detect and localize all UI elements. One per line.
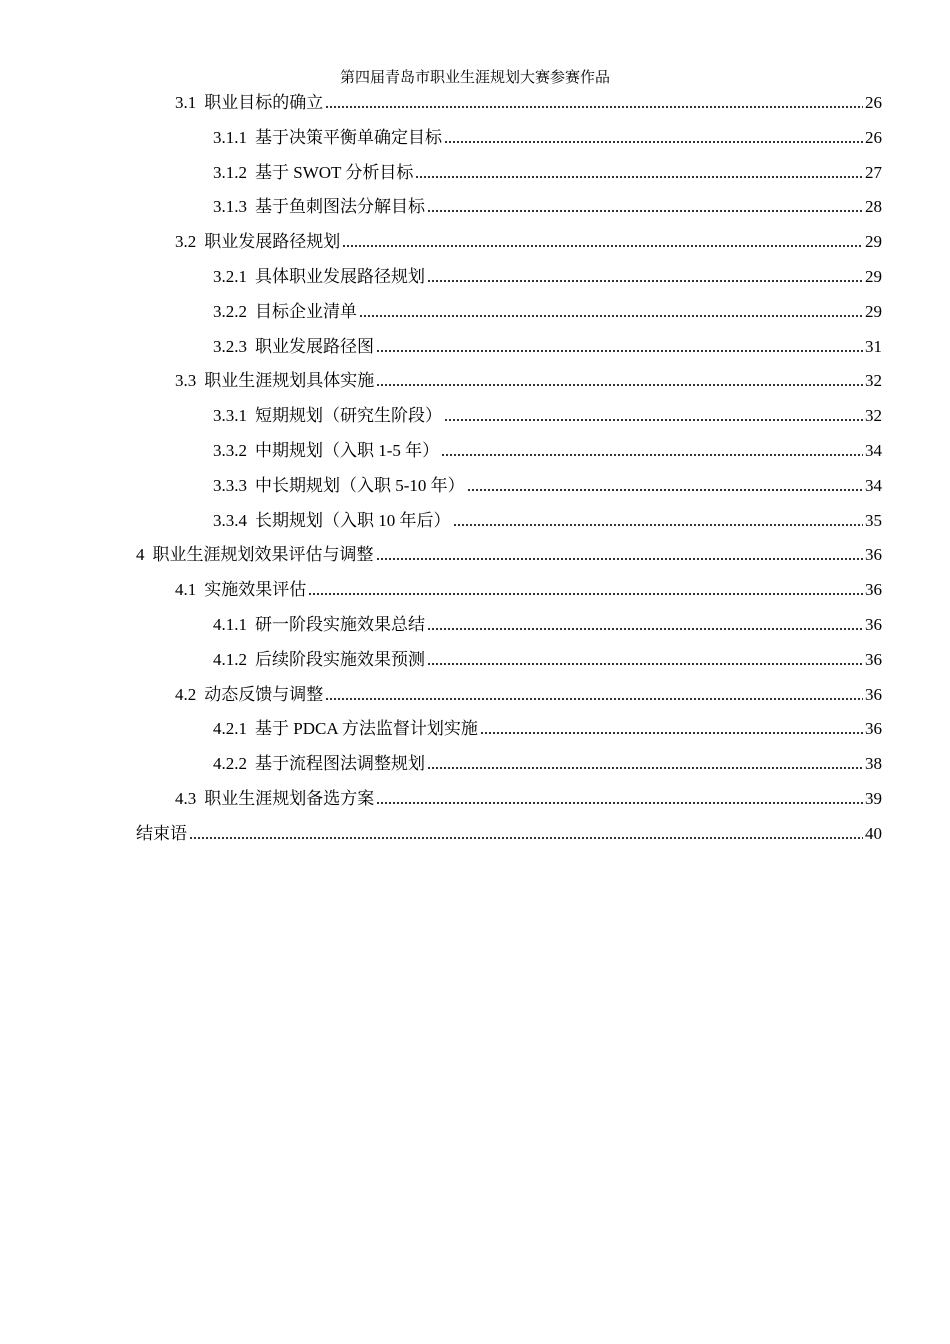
toc-entry-title: 基于 SWOT 分析目标: [255, 163, 414, 182]
toc-entry-title: 研一阶段实施效果总结: [255, 615, 425, 634]
toc-entry[interactable]: [175, 784, 882, 810]
toc-entry[interactable]: [136, 540, 882, 566]
toc-entry-page-number: 26: [865, 128, 882, 147]
toc-entry-page-number: 34: [865, 441, 882, 460]
toc-dot-leader: [415, 175, 863, 179]
toc-entry-number: 3.3.1: [213, 406, 247, 425]
toc-dot-leader: [467, 488, 863, 492]
toc-dot-leader: [480, 731, 863, 735]
toc-entry-title: 基于决策平衡单确定目标: [255, 128, 442, 147]
toc-dot-leader: [441, 453, 863, 457]
toc-dot-leader: [342, 244, 863, 248]
toc-dot-leader: [359, 314, 863, 318]
toc-entry-page-number: 31: [865, 337, 882, 356]
toc-entry-number: 3.1.1: [213, 128, 247, 147]
toc-dot-leader: [444, 418, 863, 422]
toc-entry-page-number: 27: [865, 163, 882, 182]
toc-dot-leader: [427, 279, 863, 283]
toc-entry-number: 3.2.3: [213, 337, 247, 356]
toc-entry-page-number: 39: [865, 789, 882, 808]
toc-entry-number: 4.1: [175, 580, 197, 599]
toc-entry-title: 后续阶段实施效果预测: [255, 650, 425, 669]
toc-entry-title: 职业发展路径图: [255, 337, 374, 356]
toc-entry-title: 职业发展路径规划: [204, 232, 341, 251]
toc-entry-number: 4: [136, 545, 145, 564]
toc-entry[interactable]: [213, 262, 882, 288]
toc-entry[interactable]: [175, 575, 882, 601]
toc-entry-page-number: 28: [865, 197, 882, 216]
toc-entry-number: 4.2.1: [213, 719, 247, 738]
toc-entry-number: 3.3.3: [213, 476, 247, 495]
toc-entry[interactable]: [213, 297, 882, 323]
toc-entry-number: 3.2.2: [213, 302, 247, 321]
toc-entry-page-number: 36: [865, 615, 882, 634]
toc-entry-number: 3.1.2: [213, 163, 247, 182]
toc-entry[interactable]: [213, 158, 882, 184]
toc-dot-leader: [376, 557, 864, 561]
toc-entry-page-number: 36: [865, 545, 882, 564]
toc-entry-title: 实施效果评估: [204, 580, 307, 599]
toc-entry[interactable]: [175, 227, 882, 253]
toc-entry[interactable]: [175, 366, 882, 392]
toc-dot-leader: [427, 209, 863, 213]
toc-entry-number: 4.2: [175, 685, 197, 704]
toc-entry-number: 4.3: [175, 789, 197, 808]
toc-entry-number: 3.3.4: [213, 511, 247, 530]
toc-entry-page-number: 36: [865, 685, 882, 704]
toc-dot-leader: [444, 140, 863, 144]
toc-entry-number: 3.2: [175, 232, 197, 251]
toc-dot-leader: [376, 801, 863, 805]
toc-entry[interactable]: [213, 332, 882, 358]
toc-entry[interactable]: [136, 819, 882, 845]
toc-entry-page-number: 32: [865, 406, 882, 425]
toc-entry-title: 职业生涯规划具体实施: [204, 371, 375, 390]
toc-dot-leader: [427, 766, 863, 770]
toc-dot-leader: [427, 662, 863, 666]
toc-entry-title: 长期规划（入职 10 年后）: [255, 511, 451, 530]
toc-entry-title: 基于鱼刺图法分解目标: [255, 197, 425, 216]
toc-entry-title: 职业目标的确立: [204, 93, 324, 112]
toc-entry-title: 短期规划（研究生阶段）: [255, 406, 442, 425]
toc-entry[interactable]: [213, 749, 882, 775]
toc-entry-page-number: 35: [865, 511, 882, 530]
toc-dot-leader: [453, 523, 864, 527]
toc-entry[interactable]: [213, 714, 882, 740]
toc-entry[interactable]: [213, 610, 882, 636]
toc-entry-page-number: 40: [865, 824, 882, 843]
toc-entry-title: 职业生涯规划效果评估与调整: [152, 545, 374, 564]
toc-entry[interactable]: [213, 123, 882, 149]
toc-entry-page-number: 26: [865, 93, 882, 112]
toc-entry-number: 3.1.3: [213, 197, 247, 216]
toc-entry[interactable]: [213, 645, 882, 671]
page-header: 第四届青岛市职业生涯规划大赛参赛作品: [339, 70, 610, 86]
toc-entry-number: 3.3: [175, 371, 197, 390]
toc-entry-number: 4.1.2: [213, 650, 247, 669]
toc-entry-page-number: 36: [865, 719, 882, 738]
toc-entry-title: 基于 PDCA 方法监督计划实施: [255, 719, 478, 738]
toc-entry-page-number: 38: [865, 754, 882, 773]
toc-entry-page-number: 29: [865, 267, 882, 286]
toc-entry-page-number: 29: [865, 232, 882, 251]
toc-entry[interactable]: [213, 471, 882, 497]
toc-entry-page-number: 32: [865, 371, 882, 390]
toc-entry[interactable]: [213, 506, 882, 532]
toc-entry-title: 目标企业清单: [255, 302, 357, 321]
toc-entry[interactable]: [175, 88, 882, 114]
toc-entry-number: 4.2.2: [213, 754, 247, 773]
toc-entry-number: 3.3.2: [213, 441, 247, 460]
toc-entry-title: 结束语: [136, 824, 187, 843]
toc-entry-title: 中长期规划（入职 5-10 年）: [255, 476, 465, 495]
toc-entry[interactable]: [175, 680, 882, 706]
toc-dot-leader: [376, 383, 863, 387]
toc-dot-leader: [308, 592, 863, 596]
toc-entry-number: 3.1: [175, 93, 197, 112]
toc-entry-number: 4.1.1: [213, 615, 247, 634]
toc-entry-page-number: 29: [865, 302, 882, 321]
toc-entry-title: 动态反馈与调整: [204, 685, 324, 704]
toc-entry-title: 中期规划（入职 1-5 年）: [255, 441, 440, 460]
toc-entry-page-number: 34: [865, 476, 882, 495]
toc-entry-number: 3.2.1: [213, 267, 247, 286]
toc-dot-leader: [189, 836, 863, 840]
toc-dot-leader: [325, 697, 863, 701]
toc-entry-title: 具体职业发展路径规划: [255, 267, 425, 286]
toc-entry[interactable]: [213, 192, 882, 218]
toc-entry-title: 职业生涯规划备选方案: [204, 789, 375, 808]
toc-entry[interactable]: [213, 436, 882, 462]
toc-dot-leader: [427, 627, 863, 631]
toc-dot-leader: [376, 349, 863, 353]
toc-dot-leader: [325, 105, 863, 109]
toc-entry-page-number: 36: [865, 580, 882, 599]
toc-entry-title: 基于流程图法调整规划: [255, 754, 425, 773]
toc-entry[interactable]: [213, 401, 882, 427]
toc-entry-page-number: 36: [865, 650, 882, 669]
